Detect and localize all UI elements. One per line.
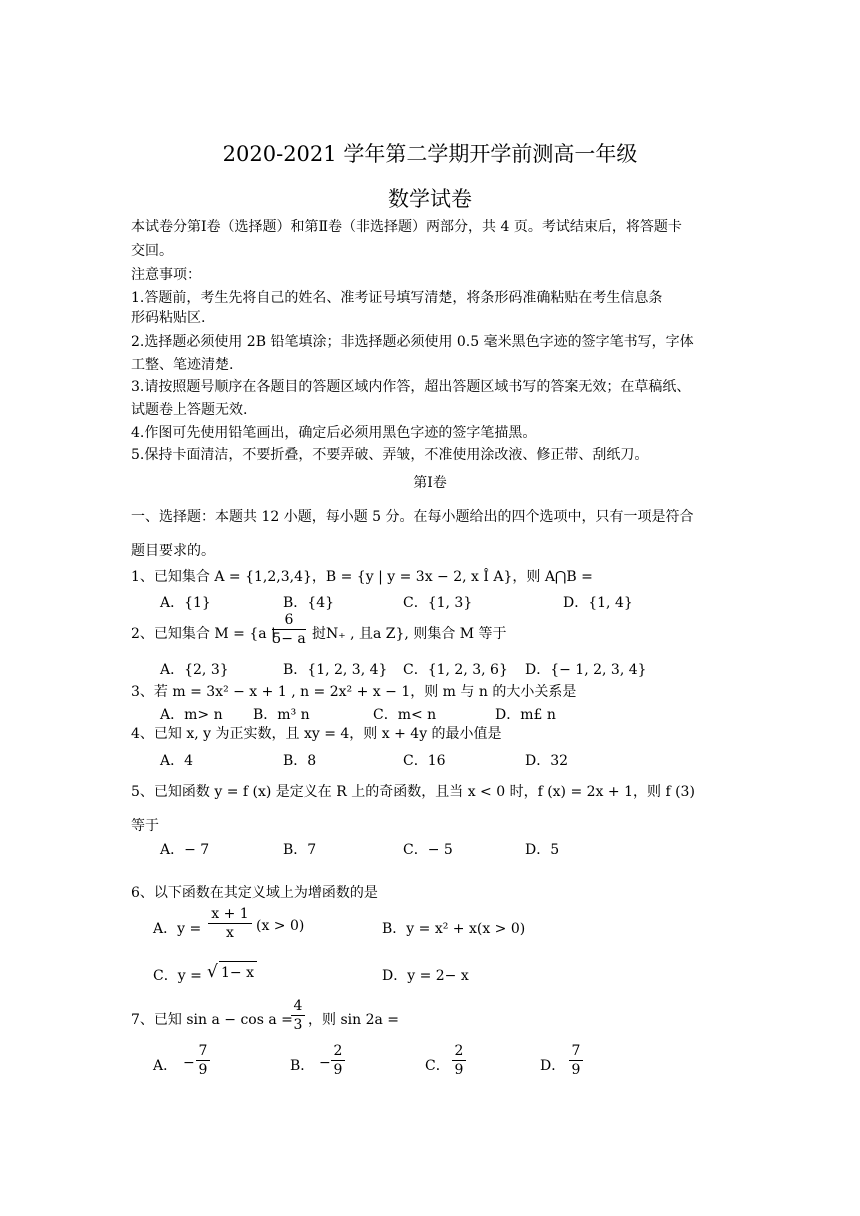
notes-heading: 注意事项： xyxy=(131,267,201,283)
q2-frac-num: 6 xyxy=(284,612,294,628)
part-label: 第Ⅰ卷 xyxy=(413,475,447,491)
q6-a-frac-den: x xyxy=(226,925,234,941)
q7-a-num: 7 xyxy=(198,1043,208,1059)
note-4: 4.作图可先使用铅笔画出，确定后必须用黑色字迹的签字笔描黑。 xyxy=(131,425,537,441)
intro-line-2: 交回。 xyxy=(131,243,173,259)
intro-line-1: 本试卷分第Ⅰ卷（选择题）和第Ⅱ卷（非选择题）两部分，共 4 页。考试结束后，将答题卡 xyxy=(131,219,682,235)
q7-d-num: 7 xyxy=(571,1043,581,1059)
q5-option-d: D．5 xyxy=(525,842,560,858)
q7-option-d-fraction xyxy=(569,1043,583,1078)
note-1-cont: 形码粘贴区. xyxy=(131,310,206,326)
q3-option-b: B．m³ n xyxy=(253,707,310,723)
q7-a-bar xyxy=(196,1060,210,1061)
q4-option-a: A．4 xyxy=(160,753,194,769)
q7-c-bar xyxy=(452,1060,466,1061)
q5-stem-cont: 等于 xyxy=(131,818,159,834)
q7-frac-bar xyxy=(291,1015,305,1016)
q3-stem: 3、若 m = 3x² − x + 1 , n = 2x² + x − 1，则 m 与 n 的大小关系是 xyxy=(131,684,577,700)
note-2-cont: 工整、笔迹清楚. xyxy=(131,357,234,373)
q6-option-b: B．y = x² + x(x > 0) xyxy=(382,921,526,937)
q7-option-a-sign: − xyxy=(183,1055,195,1071)
q2-stem-pre: 2、已知集合 M = {a | xyxy=(131,626,276,642)
q7-option-c-fraction xyxy=(452,1043,466,1078)
q4-option-d: D．32 xyxy=(525,753,569,769)
q1-option-a: A．{1} xyxy=(160,595,211,611)
q3-option-a: A．m> n xyxy=(160,707,223,723)
note-2: 2.选择题必须使用 2B 铅笔填涂；非选择题必须使用 0.5 毫米黑色字迹的签字笔书写，字体 xyxy=(131,334,694,350)
q6-stem: 6、以下函数在其定义域上为增函数的是 xyxy=(131,885,378,901)
q4-option-b: B．8 xyxy=(283,753,317,769)
q4-stem: 4、已知 x, y 为正实数，且 xy = 4，则 x + 4y 的最小值是 xyxy=(131,726,502,742)
q7-frac-num: 4 xyxy=(293,998,303,1014)
q2-option-c: C．{1, 2, 3, 6} xyxy=(403,662,508,678)
exam-title: 2020-2021 学年第二学期开学前测高一年级 xyxy=(222,142,638,166)
q5-stem: 5、已知函数 y = f (x) 是定义在 R 上的奇函数，且当 x < 0 时，f (x) = 2x + 1，则 f (3) xyxy=(131,784,695,800)
q6-option-a-fraction xyxy=(208,906,252,941)
q2-option-a: A．{2, 3} xyxy=(160,662,229,678)
note-3-cont: 试题卷上答题无效. xyxy=(131,402,248,418)
q6-option-a-post: (x > 0) xyxy=(256,918,305,934)
q1-option-d: D．{1, 4} xyxy=(563,595,633,611)
q7-stem-pre: 7、已知 sin a − cos a = xyxy=(131,1012,293,1028)
q3-option-d: D．m£ n xyxy=(495,707,556,723)
q7-option-b-fraction xyxy=(331,1043,345,1078)
q7-option-d-label: D． xyxy=(540,1058,566,1074)
q7-option-a-label: A． xyxy=(153,1058,178,1074)
section-intro-line-1: 一、选择题：本题共 12 小题，每小题 5 分。在每小题给出的四个选项中，只有一项是符合 xyxy=(131,509,694,525)
exam-subtitle: 数学试卷 xyxy=(388,187,472,211)
q2-frac-den: 5− a xyxy=(272,631,306,647)
q7-b-bar xyxy=(331,1060,345,1061)
q7-c-den: 9 xyxy=(454,1062,464,1078)
q5-option-b: B．7 xyxy=(283,842,317,858)
q6-option-c-radical-bar xyxy=(219,961,257,962)
q6-a-frac-bar xyxy=(208,923,252,924)
q6-option-c-radicand: 1− x xyxy=(221,965,254,981)
q7-option-c-label: C． xyxy=(425,1058,450,1074)
q2-fraction xyxy=(272,612,306,647)
q7-c-num: 2 xyxy=(454,1043,464,1059)
q7-frac-den: 3 xyxy=(293,1017,303,1033)
note-3: 3.请按照题号顺序在各题目的答题区域内作答，超出答题区域书写的答案无效；在草稿纸、 xyxy=(131,379,691,395)
q5-option-a: A．− 7 xyxy=(160,842,210,858)
q7-option-a-fraction xyxy=(196,1043,210,1078)
note-5: 5.保持卡面清洁，不要折叠，不要弄破、弄皱，不准使用涂改液、修正带、刮纸刀。 xyxy=(131,447,649,463)
q2-option-d: D．{− 1, 2, 3, 4} xyxy=(525,662,647,678)
q7-b-num: 2 xyxy=(333,1043,343,1059)
q1-stem: 1、已知集合 A = {1,2,3,4}，B = {y | y = 3x − 2, x Î A}，则 A⋂B = xyxy=(131,569,593,585)
q6-option-c-pre: C．y = xyxy=(153,968,202,984)
q5-option-c: C．− 5 xyxy=(403,842,453,858)
q3-option-c: C．m< n xyxy=(373,707,437,723)
q6-option-a-pre: A．y = xyxy=(153,921,202,937)
q6-option-d: D．y = 2− x xyxy=(382,968,469,984)
q7-a-den: 9 xyxy=(198,1062,208,1078)
q7-fraction xyxy=(291,998,305,1033)
q6-a-frac-num: x + 1 xyxy=(211,906,249,922)
q2-option-b: B．{1, 2, 3, 4} xyxy=(283,662,388,678)
q7-b-den: 9 xyxy=(333,1062,343,1078)
q7-d-bar xyxy=(569,1060,583,1061)
section-intro-line-2: 题目要求的。 xyxy=(131,543,215,559)
q7-option-b-sign: − xyxy=(319,1055,331,1071)
q2-frac-bar xyxy=(272,629,306,630)
q2-stem-post: 挝N₊ , 且a Z}, 则集合 M 等于 xyxy=(312,626,507,642)
q1-option-c: C．{1, 3} xyxy=(403,595,473,611)
q4-option-c: C．16 xyxy=(403,753,446,769)
q7-stem-post: ，则 sin 2a = xyxy=(308,1012,400,1028)
q7-d-den: 9 xyxy=(571,1062,581,1078)
q6-option-c-radical-sign: √ xyxy=(207,962,218,982)
q1-option-b: B．{4} xyxy=(283,595,335,611)
q7-option-b-label: B． xyxy=(290,1058,315,1074)
note-1: 1.答题前，考生先将自己的姓名、准考证号填写清楚，将条形码准确粘贴在考生信息条 xyxy=(131,290,663,306)
